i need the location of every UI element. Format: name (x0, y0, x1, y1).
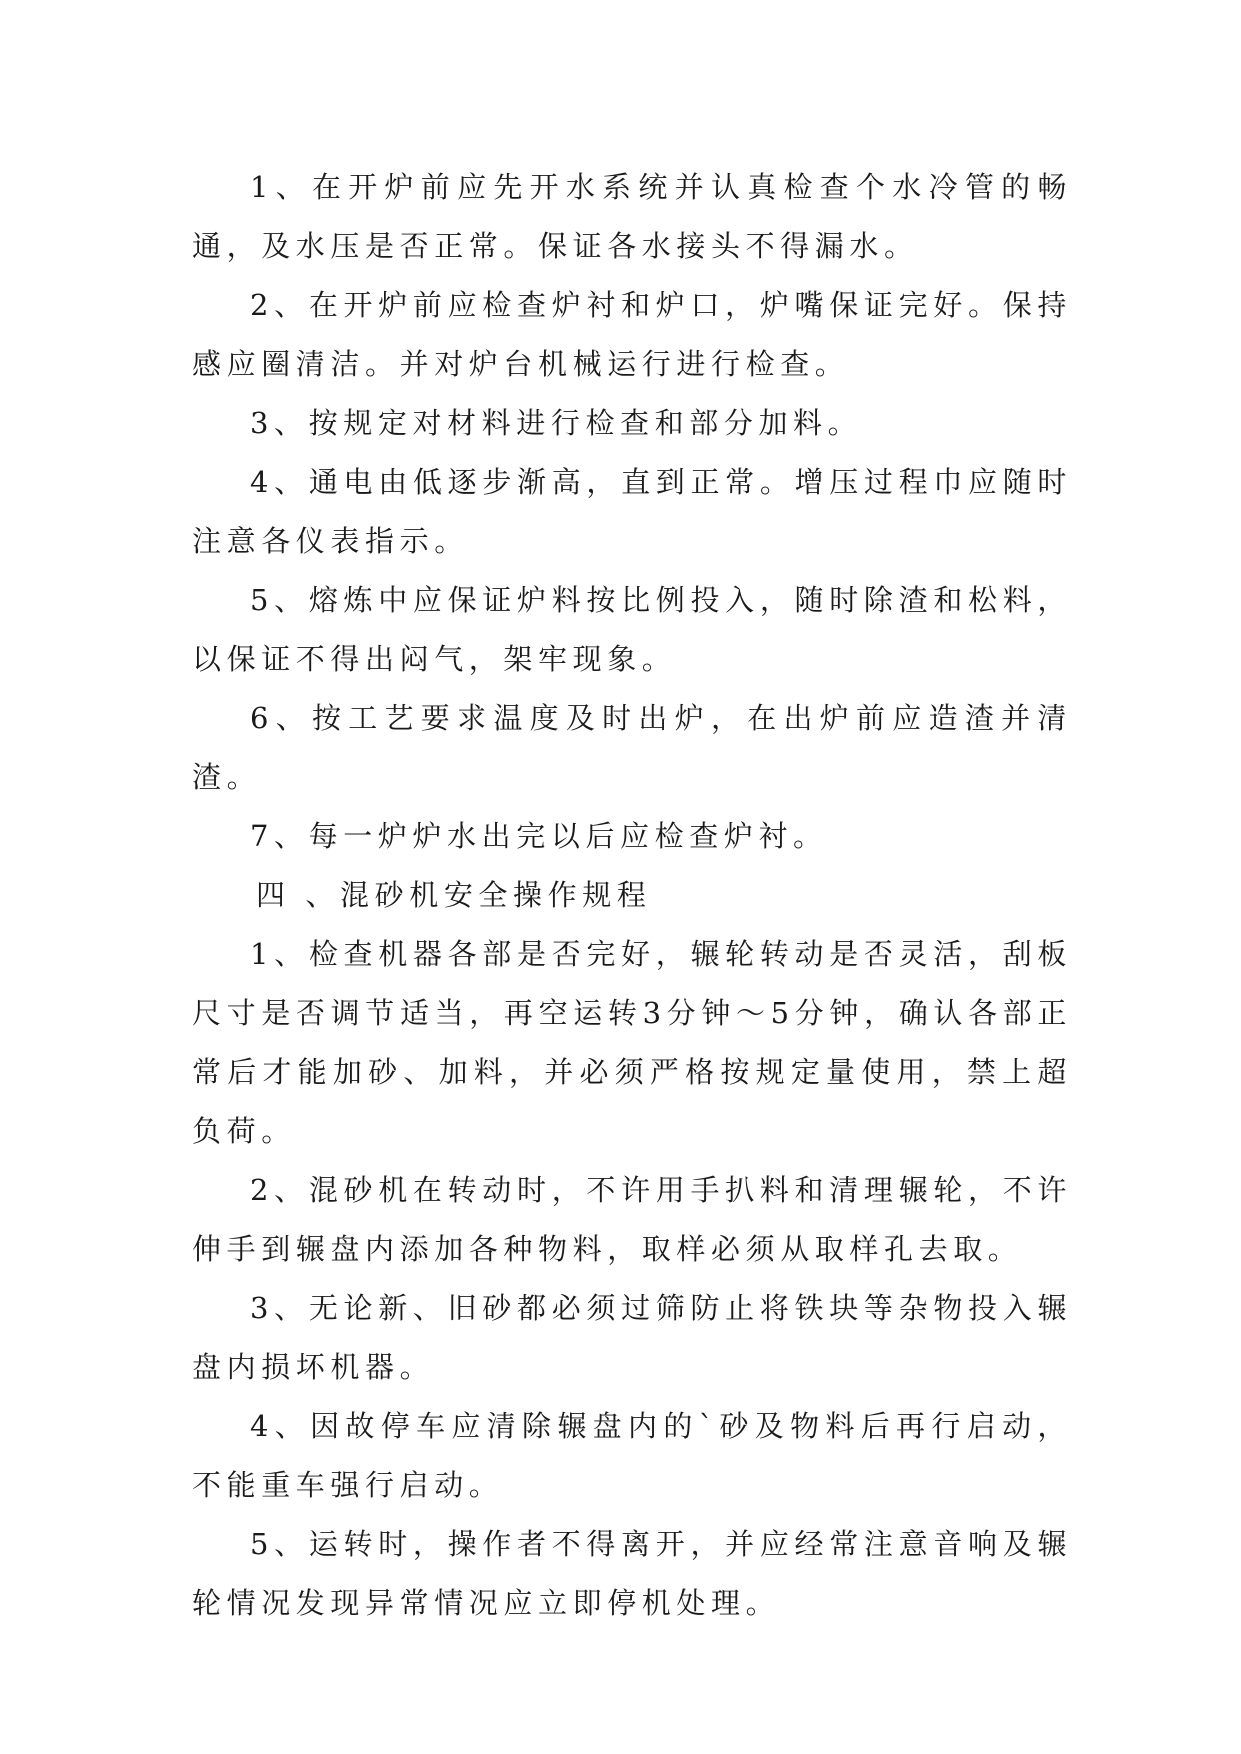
paragraph-item-5: 5、熔炼中应保证炉料按比例投入，随时除渣和松料，以保证不得出闷气，架牢现象。 (192, 583, 1072, 676)
paragraph-item-2: 2、在开炉前应检查炉衬和炉口，炉嘴保证完好。保持感应圈清洁。并对炉台机械运行进行检查。 (192, 288, 1072, 381)
section-heading: 四 、混砂机安全操作规程 (256, 878, 652, 912)
paragraph-item-1: 1、在开炉前应先开水系统并认真检查个水冷管的畅通，及水压是否正常。保证各水接头不得漏水。 (192, 170, 1072, 263)
paragraph-item-10: 3、无论新、旧砂都必须过筛防止将铁块等杂物投入辗盘内损坏机器。 (192, 1291, 1072, 1384)
document-body (192, 158, 1072, 1633)
paragraph-item-6: 6、按工艺要求温度及时出炉，在出炉前应造渣并清渣。 (192, 701, 1072, 794)
paragraph-item-3: 3、按规定对材料进行检查和部分加料。 (250, 406, 863, 440)
paragraph-item-9: 2、混砂机在转动时，不许用手扒料和清理辗轮，不许伸手到辗盘内添加各种物料，取样必须从取样孔去取。 (192, 1173, 1072, 1266)
paragraph-item-11: 4、因故停车应清除辗盘内的`砂及物料后再行启动，不能重车强行启动。 (192, 1409, 1072, 1502)
paragraph-item-12: 5、运转时，操作者不得离开，并应经常注意音响及辗轮情况发现异常情况应立即停机处理。 (192, 1527, 1072, 1620)
paragraph-item-4: 4、通电由低逐步渐高，直到正常。增压过程巾应随时注意各仪表指示。 (192, 465, 1072, 558)
paragraph-item-8: 1、检查机器各部是否完好，辗轮转动是否灵活，刮板尺寸是否调节适当，再空运转3分钟～5分钟，确认各部正常后才能加砂、加料，并必须严格按规定量使用，禁上超负荷。 (192, 937, 1072, 1148)
paragraph-item-7: 7、每一炉炉水出完以后应检查炉衬。 (250, 819, 828, 853)
